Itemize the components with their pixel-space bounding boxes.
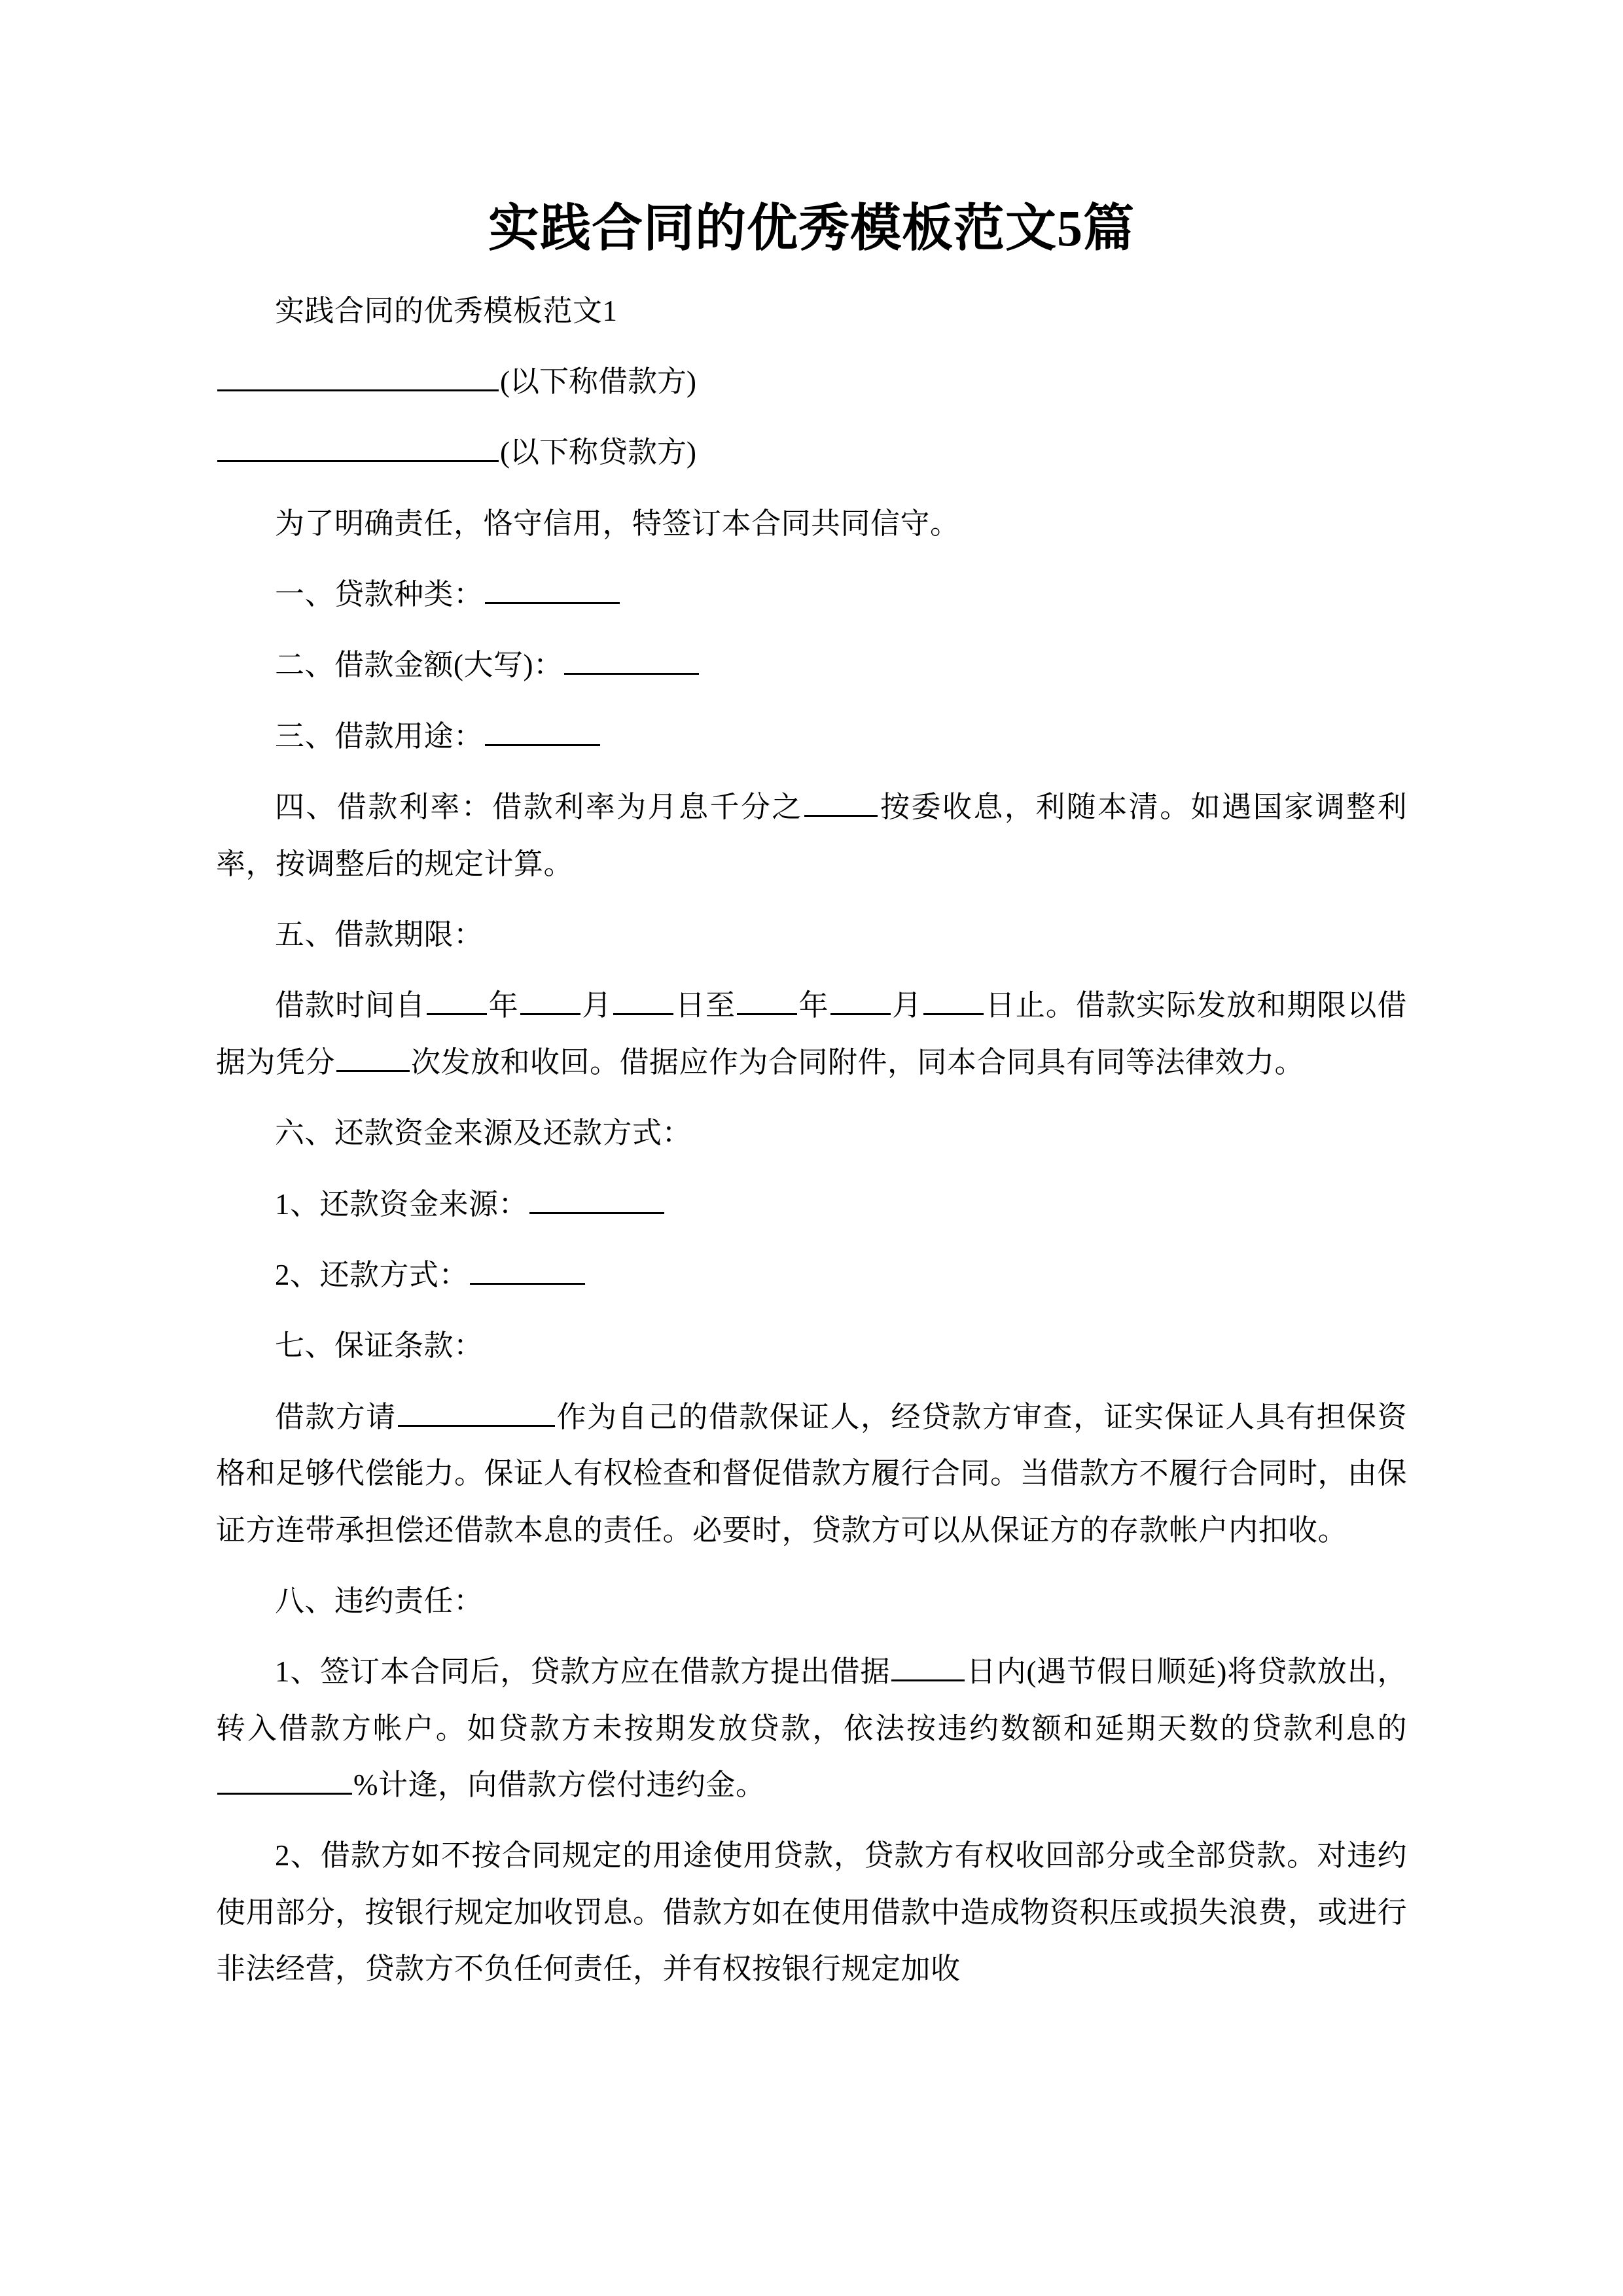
repayment-source-blank[interactable]: [529, 1185, 664, 1213]
end-month-blank[interactable]: [830, 986, 891, 1015]
lender-party-label: (以下称贷款方): [500, 436, 696, 469]
page-title: 实践合同的优秀模板范文5篇: [488, 200, 1135, 257]
clause-4-interest-rate: [216, 779, 1407, 892]
repayment-method-label: 2、还款方式：: [275, 1258, 469, 1291]
clause-4-body: 按委收息，利随本清。如遇国家调整利率，按调整后的规定计算。: [216, 791, 1407, 880]
repayment-source-item: [216, 1176, 1407, 1232]
preamble-paragraph: 为了明确责任，恪守信用，特签订本合同共同信守。: [275, 507, 960, 540]
term-tail-text: 次发放和收回。借据应作为合同附件，同本合同具有同等法律效力。: [411, 1045, 1305, 1079]
borrower-party-line: [216, 353, 1407, 410]
breach-item-1-tail: %计逄，向借款方偿付违约金。: [353, 1768, 766, 1802]
borrower-name-blank[interactable]: [217, 363, 499, 391]
lender-party-line: [216, 424, 1407, 480]
loan-amount-blank[interactable]: [564, 646, 699, 675]
clause-5-loan-term: 五、借款期限：: [275, 918, 484, 952]
loan-purpose-blank[interactable]: [485, 717, 600, 745]
disbursement-count-blank[interactable]: [336, 1043, 410, 1071]
guarantee-paragraph: [216, 1389, 1407, 1558]
repayment-method-blank[interactable]: [470, 1256, 585, 1285]
clause-3-label: 三、借款用途：: [275, 719, 484, 753]
guarantee-body-text: 作为自己的借款保证人，经贷款方审查，证实保证人具有担保资格和足够代偿能力。保证人有权检查和督促借款方履行合同。当借款方不履行合同时，由保证方连带承担偿还借款本息的责任。必要时，贷款方可以从保证方的存款帐户内扣收。: [216, 1400, 1408, 1547]
clause-4-label: 四、借款利率：借款利率为月息千分之: [275, 791, 803, 824]
disbursement-days-blank[interactable]: [891, 1653, 965, 1681]
start-day-blank[interactable]: [613, 986, 673, 1015]
repayment-source-label: 1、还款资金来源：: [275, 1187, 529, 1221]
breach-item-1-body: 日内(遇节假日顺延)将贷款放出，转入借款方帐户。如贷款方未按期发放贷款，依法按违约数额和延期天数的贷款利息的: [216, 1655, 1407, 1745]
breach-item-2: 2、借款方如不按合同规定的用途使用贷款，贷款方有权收回部分或全部贷款。对违约使用部分，按银行规定加收罚息。借款方如在使用借款中造成物资积压或损失浪费，或进行非法经营，贷款方不负任何责任，并有权按银行规定加收: [216, 1839, 1408, 1986]
document-subtitle: 实践合同的优秀模板范文1: [275, 294, 618, 327]
clause-7-guarantee: 七、保证条款：: [275, 1329, 484, 1363]
clause-8-breach-liability: 八、违约责任：: [275, 1584, 484, 1617]
start-year-unit: 年: [488, 989, 519, 1022]
end-year-blank[interactable]: [737, 986, 797, 1015]
loan-term-paragraph: [216, 977, 1407, 1090]
breach-item-1-lead: 1、签订本合同后，贷款方应在借款方提出借据: [275, 1655, 891, 1689]
end-month-unit: 月: [891, 989, 923, 1022]
clause-2-loan-amount: [216, 637, 1407, 693]
lender-name-blank[interactable]: [217, 433, 499, 462]
loan-type-blank[interactable]: [485, 575, 620, 604]
end-day-blank[interactable]: [923, 986, 984, 1015]
clause-2-label: 二、借款金额(大写)：: [275, 649, 563, 682]
breach-item-1: [216, 1643, 1407, 1813]
guarantor-name-blank[interactable]: [398, 1397, 555, 1426]
clause-1-label: 一、贷款种类：: [275, 578, 484, 611]
start-year-blank[interactable]: [427, 986, 487, 1015]
penalty-percent-blank[interactable]: [217, 1766, 352, 1795]
guarantee-lead-text: 借款方请: [275, 1400, 397, 1433]
term-start-label: 借款时间自: [275, 989, 426, 1022]
borrower-party-label: (以下称借款方): [500, 365, 696, 398]
repayment-method-item: [216, 1247, 1407, 1303]
start-month-unit: 月: [581, 989, 613, 1022]
clause-6-repayment: 六、还款资金来源及还款方式：: [275, 1117, 692, 1150]
start-day-unit: 日至: [675, 989, 736, 1022]
interest-rate-blank[interactable]: [804, 788, 878, 817]
clause-3-loan-purpose: [216, 708, 1407, 764]
start-month-blank[interactable]: [520, 986, 580, 1015]
clause-1-loan-type: [216, 566, 1407, 622]
end-year-unit: 年: [798, 989, 829, 1022]
end-day-unit: 日止。借款实际发放和期限以借据为凭分: [216, 989, 1407, 1079]
